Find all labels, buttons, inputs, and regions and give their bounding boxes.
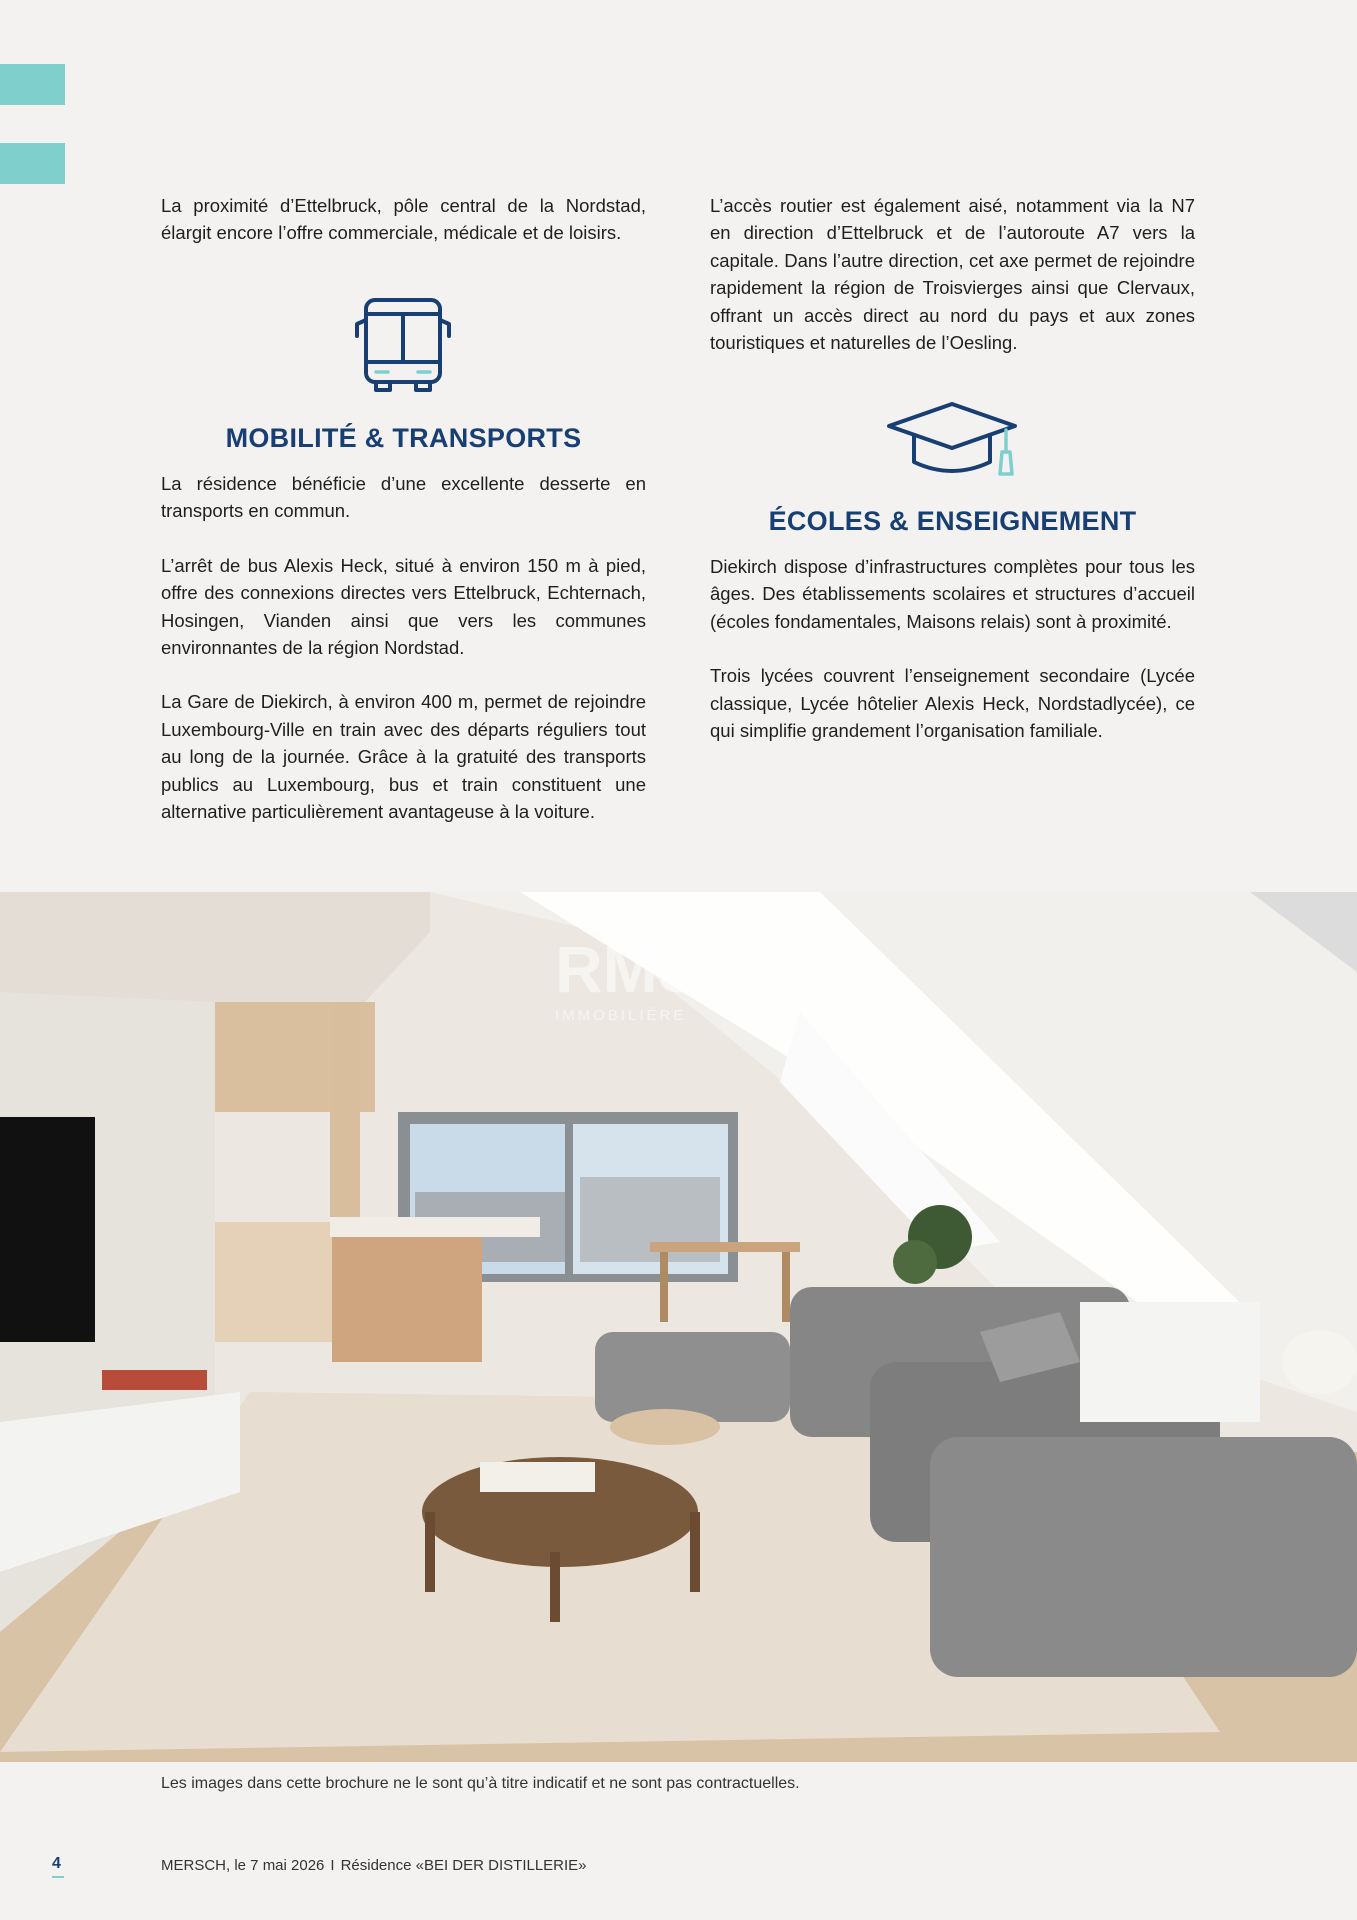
schools-text [710, 553, 1195, 744]
left-intro-text [161, 192, 646, 247]
page-number-underline [52, 1876, 64, 1878]
mobility-paragraph-1: La résidence bénéficie d’une excellente desserte en transports en commun. [161, 473, 646, 522]
watermark-tagline: IMMOBILIÈRE [555, 1007, 687, 1024]
right-intro-paragraph: L’accès routier est également aisé, notamment via la N7 en direction d’Ettelbruck et de l’autoroute A7 vers la capitale. Dans l’autre direction, cet axe permet de rejoindre rapidement la région de Troisvierges ainsi que Clervaux, offrant un accès direct au nord du pays et aux zones touristiques et naturelles de l’Oesling. [710, 195, 1195, 354]
watermark-brand: RMS [555, 932, 702, 1006]
footer-text [161, 1857, 587, 1874]
teal-tab-bottom [0, 143, 65, 184]
footer-location-date: MERSCH, le 7 mai 2026 [161, 1857, 325, 1874]
mobility-paragraph-3: La Gare de Diekirch, à environ 400 m, permet de rejoindre Luxembourg-Ville en train avec des départs réguliers tout au long de la journée. Grâce à la gratuité des transports publics au Luxembourg, bus et train constituent une alternative particulièrement avantageuse à la voiture. [161, 691, 646, 823]
graduation-cap-icon [886, 400, 1020, 480]
page-number: 4 [52, 1855, 61, 1872]
left-intro-paragraph: La proximité d’Ettelbruck, pôle central de la Nordstad, élargit encore l’offre commerciale, médicale et de loisirs. [161, 195, 646, 244]
right-intro-text [710, 192, 1195, 356]
footer-residence: Résidence «BEI DER DISTILLERIE» [340, 1857, 587, 1874]
mobility-paragraph-2: L’arrêt de bus Alexis Heck, situé à environ 150 m à pied, offre des connexions directes vers Ettelbruck, Echternach, Hosingen, Vianden ainsi que vers les communes environnantes de la région Nordstad. [161, 554, 646, 659]
mobility-text [161, 470, 646, 825]
teal-tab-top [0, 64, 65, 105]
living-room-interior-photo [0, 892, 1357, 1762]
mobility-heading: MOBILITÉ & TRANSPORTS [225, 423, 582, 453]
image-disclaimer-caption: Les images dans cette brochure ne le sont qu’à titre indicatif et ne sont pas contractuelles. [161, 1775, 800, 1792]
rms-watermark [555, 932, 702, 1024]
bus-icon [354, 296, 452, 394]
footer-separator: I [330, 1857, 335, 1874]
schools-heading: ÉCOLES & ENSEIGNEMENT [768, 506, 1137, 536]
schools-paragraph-2: Trois lycées couvrent l’enseignement secondaire (Lycée classique, Lycée hôtelier Alexis Heck, Nordstadlycée), ce qui simplifie grandement l’organisation familiale. [710, 665, 1195, 742]
schools-paragraph-1: Diekirch dispose d’infrastructures complètes pour tous les âges. Des établissements scolaires et structures d’accueil (écoles fondamentales, Maisons relais) sont à proximité. [710, 556, 1195, 632]
living-room-illustration [0, 892, 1357, 1762]
